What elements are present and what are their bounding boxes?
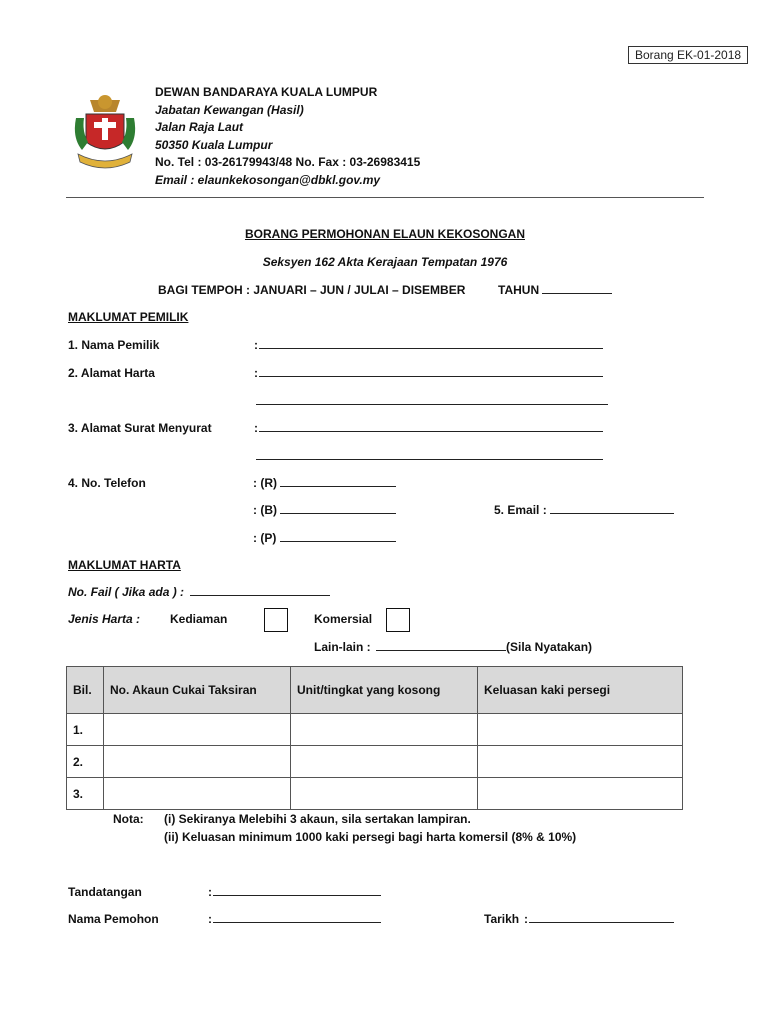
commercial-checkbox[interactable]	[386, 608, 410, 632]
area-cell[interactable]	[478, 714, 683, 746]
phone-p-input[interactable]	[280, 531, 396, 542]
unit-cell[interactable]	[291, 714, 478, 746]
table-row	[67, 778, 683, 810]
mailing-address-input-1[interactable]	[259, 421, 603, 432]
owner-name-input[interactable]	[259, 338, 603, 349]
colon: :	[254, 366, 258, 380]
note-2: (ii) Keluasan minimum 1000 kaki persegi bagi harta komersil (8% & 10%)	[164, 830, 577, 844]
form-subtitle: Seksyen 162 Akta Kerajaan Tempatan 1976	[262, 255, 508, 269]
phone-b-input[interactable]	[280, 503, 396, 514]
specify-label: (Sila Nyatakan)	[506, 640, 593, 654]
table-row	[67, 714, 683, 746]
date-input[interactable]	[529, 912, 674, 923]
account-cell[interactable]	[104, 746, 291, 778]
col-area: Keluasan kaki persegi	[478, 667, 683, 714]
phone-fax: No. Tel : 03-26179943/48 No. Fax : 03-26983415	[155, 155, 421, 169]
residential-label: Kediaman	[170, 612, 228, 626]
mailing-address-input-2[interactable]	[256, 449, 603, 460]
dept-name: Jabatan Kewangan (Hasil)	[155, 102, 304, 117]
account-cell[interactable]	[104, 778, 291, 810]
row-number: 1.	[67, 714, 104, 746]
colon: :	[208, 912, 212, 926]
table-header-row	[67, 667, 683, 714]
property-type-label: Jenis Harta :	[68, 612, 141, 626]
table-row	[67, 746, 683, 778]
mailing-address-label: 3. Alamat Surat Menyurat	[68, 421, 212, 435]
address-line-2: 50350 Kuala Lumpur	[155, 137, 273, 152]
notes-label: Nota:	[113, 812, 144, 826]
period-label: BAGI TEMPOH : JANUARI – JUN / JULAI – DISEMBER	[158, 283, 466, 297]
property-address-input-1[interactable]	[259, 366, 603, 377]
org-name: DEWAN BANDARAYA KUALA LUMPUR	[155, 85, 378, 99]
phone-r-input[interactable]	[280, 476, 396, 487]
file-no-label: No. Fail ( Jika ada ) :	[68, 585, 185, 599]
owner-section-title: MAKLUMAT PEMILIK	[68, 310, 189, 324]
phone-r-label: : (R)	[253, 476, 277, 490]
address-line-1: Jalan Raja Laut	[155, 120, 244, 134]
owner-name-label: 1. Nama Pemilik	[68, 338, 160, 352]
date-label: Tarikh	[484, 912, 520, 926]
col-bil: Bil.	[67, 667, 104, 714]
property-address-input-2[interactable]	[256, 394, 608, 405]
others-label: Lain-lain :	[314, 640, 371, 654]
header-divider	[66, 197, 704, 198]
phone-p-label: : (P)	[253, 531, 277, 545]
area-cell[interactable]	[478, 778, 683, 810]
form-reference: Borang EK-01-2018	[628, 46, 748, 64]
unit-cell[interactable]	[291, 746, 478, 778]
colon: :	[254, 338, 258, 352]
phone-label: 4. No. Telefon	[68, 476, 146, 490]
applicant-name-input[interactable]	[213, 912, 381, 923]
signature-input[interactable]	[213, 885, 381, 896]
colon: :	[524, 912, 528, 926]
year-label: TAHUN	[498, 283, 540, 297]
row-number: 3.	[67, 778, 104, 810]
residential-checkbox[interactable]	[264, 608, 288, 632]
unit-cell[interactable]	[291, 778, 478, 810]
colon: :	[254, 421, 258, 435]
account-cell[interactable]	[104, 714, 291, 746]
dbkl-crest-logo	[72, 92, 138, 174]
property-section-title: MAKLUMAT HARTA	[68, 558, 181, 572]
property-address-label: 2. Alamat Harta	[68, 366, 155, 380]
email-input[interactable]	[550, 503, 674, 514]
others-input[interactable]	[376, 640, 506, 651]
contact-email: Email : elaunkekosongan@dbkl.gov.my	[155, 172, 381, 187]
file-no-input[interactable]	[190, 585, 330, 596]
area-cell[interactable]	[478, 746, 683, 778]
col-account: No. Akaun Cukai Taksiran	[104, 667, 291, 714]
signature-label: Tandatangan	[68, 885, 142, 899]
year-input[interactable]	[542, 283, 612, 294]
note-1: (i) Sekiranya Melebihi 3 akaun, sila sertakan lampiran.	[164, 812, 471, 826]
phone-b-label: : (B)	[253, 503, 277, 517]
colon: :	[208, 885, 212, 899]
email-label: 5. Email :	[494, 503, 547, 517]
form-title: BORANG PERMOHONAN ELAUN KEKOSONGAN	[244, 227, 525, 241]
commercial-label: Komersial	[314, 612, 373, 626]
account-table	[66, 666, 683, 810]
row-number: 2.	[67, 746, 104, 778]
applicant-name-label: Nama Pemohon	[68, 912, 159, 926]
col-unit: Unit/tingkat yang kosong	[291, 667, 478, 714]
